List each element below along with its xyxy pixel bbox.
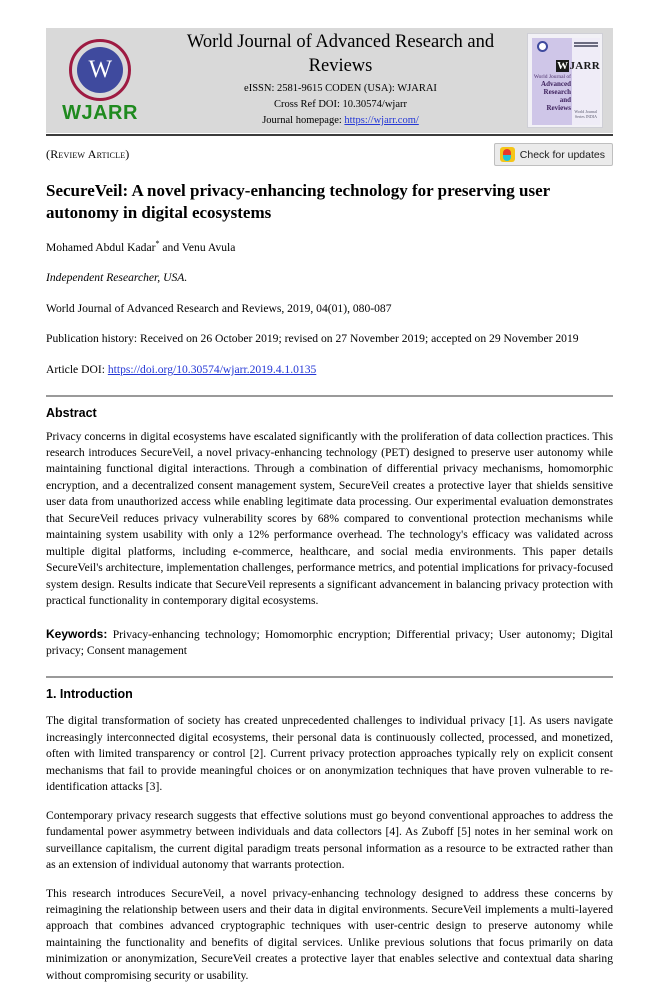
journal-logo [46, 37, 154, 125]
introduction-paragraph-1: The digital transformation of society has created unprecedented challenges to individual privacy [1]. As users navigate increasingly interconnected digital ecosystems, their personal data is continuously collected, processed, and monetized, often with limited transparency or control [2]. Current privacy protection approaches typically rely on explicit consent mechanisms that fail to provide meaningful choices or on anonymization techniques that have proven vulnerable to re-identification attacks [3]. [46, 714, 613, 794]
introduction-paragraph-3: This research introduces SecureVeil, a novel privacy-enhancing technology designed to address these concerns by reimagining the relationship between users and their data in digital environments. SecureVeil implements a multi-layered approach that combines advanced cryptographic techniques with user-centric design to preserve autonomy while maintaining the functionality and benefits of digital services. Unlike previous solutions that focus primarily on data minimization or anonymization, SecureVeil creates a protective layer that enables selective and contextual data sharing without compromising security or usability. [46, 886, 613, 982]
journal-title: World Journal of Advanced Research and Reviews [186, 32, 495, 76]
author-names-rest: and Venu Avula [159, 240, 236, 254]
abstract-text: Privacy concerns in digital ecosystems have escalated significantly with the proliferation of data collection practices. This research introduces SecureVeil, a novel privacy-enhancing technology (PET) designed to preserve user autonomy while maintaining functional digital interactions. Through a combination of differential privacy mechanisms, homomorphic encryption, and a decentralized consent management system, SecureVeil creates a protective layer that shields sensitive user data from unauthorized access while enabling legitimate data processing. Our experimental evaluation demonstrates that SecureVeil reduces privacy vulnerability scores by 68% compared to conventional protection mechanisms while maintaining system usability with only a 12% performance overhead. The technology's efficacy was validated across multiple digital platforms, including e-commerce, healthcare, and social media environments. This paper details SecureVeil's architecture, implementation challenges, performance metrics, and potential implications for privacy-focused system design. Results indicate that SecureVeil represents a significant advancement in balancing privacy protection with practical functionality in contemporary digital ecosystems. [46, 429, 613, 608]
publication-history-line: Publication history: Received on 26 October 2019; revised on 27 November 2019; accepted on 29 November 2019 [46, 332, 579, 346]
masthead-bottom-rule [46, 134, 613, 136]
citation-line: World Journal of Advanced Research and Reviews, 2019, 04(01), 080-087 [46, 301, 392, 315]
introduction-paragraph-2: Contemporary privacy research suggests that effective solutions must go beyond conventional approaches to address the fundamental power asymmetry between individuals and data collectors [4]. As Zuboff [5] notes in her seminal work on surveillance capitalism, the current digital paradigm treats personal information as a resource to be extracted rather than as an extension of individual autonomy that warrants protection. [46, 808, 613, 872]
affiliation-line: Independent Researcher, USA. [46, 271, 188, 284]
page-content [46, 28, 613, 984]
cover-sub-line3: Reviews [546, 104, 571, 113]
authors-line [46, 239, 613, 256]
abstract-top-rule [46, 395, 613, 397]
cover-sub-small: World Journal of [533, 74, 571, 80]
introduction-top-rule [46, 676, 613, 678]
journal-crossref-line: Cross Ref DOI: 10.30574/wjarr [274, 98, 407, 110]
journal-homepage-label: Journal homepage: [262, 115, 342, 127]
article-doi-link[interactable]: https://doi.org/10.30574/wjarr.2019.4.1.0135 [107, 362, 317, 376]
journal-issn-line: eISSN: 2581-9615 CODEN (USA): WJARAI [244, 82, 437, 94]
check-for-updates-label: Check for updates [519, 148, 605, 161]
cover-brand-rest: JARR [569, 60, 600, 72]
cover-sub-line1: Advanced [541, 80, 571, 89]
abstract-heading: Abstract [46, 405, 97, 420]
logo-disc-icon [77, 47, 123, 93]
introduction-top-rule-wrap [46, 676, 613, 678]
author-names: Mohamed Abdul Kadar [46, 240, 156, 254]
logo-letter: W [88, 56, 112, 83]
keywords-label: Keywords: [46, 626, 108, 641]
cover-footer-text: World Journal Series INDIA [574, 109, 597, 120]
crossmark-icon [500, 147, 515, 162]
keywords-line [46, 626, 613, 660]
journal-homepage-line [160, 113, 521, 129]
article-doi-line [46, 362, 613, 378]
introduction-heading: 1. Introduction [46, 687, 133, 702]
corresponding-author-marker: * [155, 238, 160, 248]
check-for-updates-button[interactable] [494, 143, 613, 166]
cover-seal-icon [537, 41, 548, 52]
cover-brand [550, 60, 600, 72]
masthead-text-block [154, 31, 527, 129]
cover-subtitle [533, 74, 571, 113]
cover-issn-lines-icon [574, 42, 598, 48]
journal-cover-thumbnail [527, 33, 603, 128]
article-doi-label: Article DOI: [46, 362, 105, 376]
keywords-text: Privacy-enhancing technology; Homomorphic encryption; Differential privacy; User autonomy; Digital privacy; Consent management [46, 627, 613, 657]
logo-ring-icon [69, 39, 131, 101]
journal-masthead [46, 28, 613, 133]
journal-homepage-link[interactable]: https://wjarr.com/ [344, 115, 419, 127]
cover-brand-w: W [557, 60, 569, 72]
abstract-top-rule-wrap [46, 395, 613, 397]
cover-sub-line2: Research and [543, 88, 571, 105]
article-type-row [46, 143, 613, 166]
logo-wordmark: WJARR [62, 101, 138, 124]
article-type-label: (Review Article) [46, 147, 130, 161]
page-title: SecureVeil: A novel privacy-enhancing technology for preserving user autonomy in digital ecosystems [46, 181, 550, 222]
